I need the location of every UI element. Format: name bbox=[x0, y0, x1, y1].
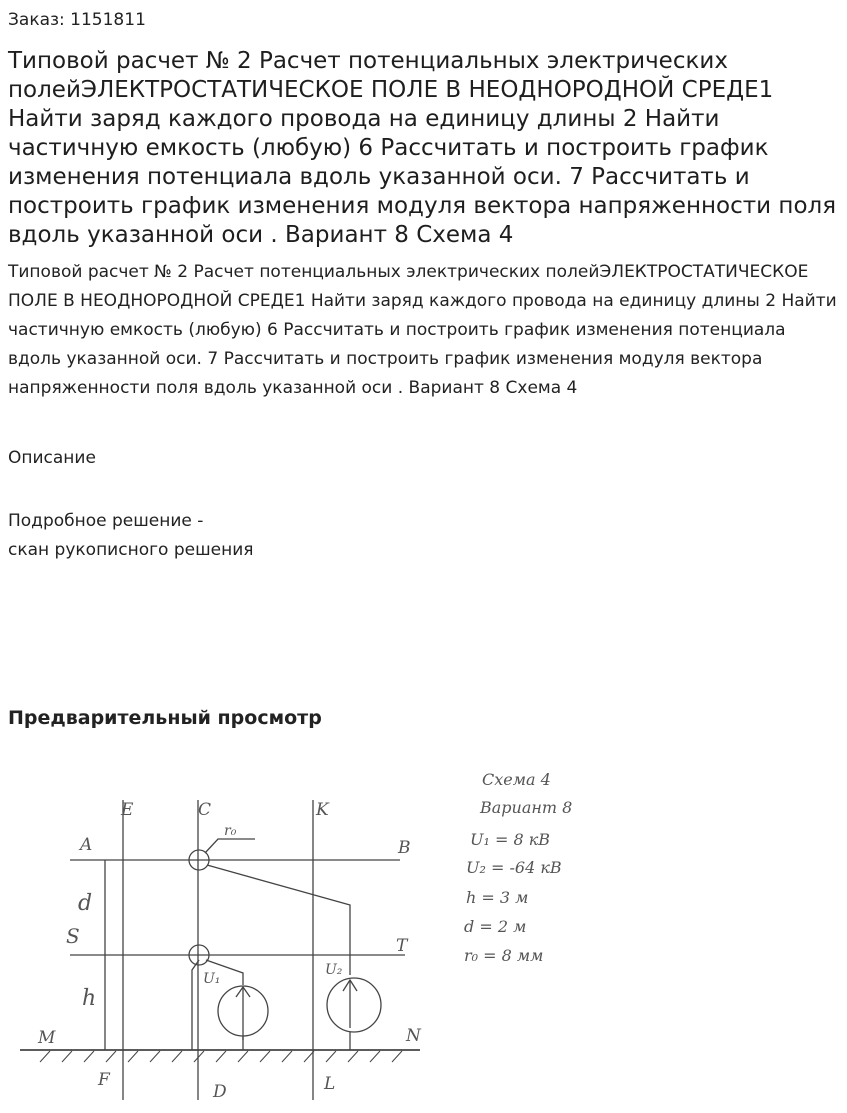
lead-u2 bbox=[207, 865, 350, 975]
label-k: K bbox=[316, 800, 329, 820]
solution-line-2: скан рукописного решения bbox=[8, 540, 254, 560]
r0-leader bbox=[205, 839, 255, 853]
label-e: E bbox=[121, 800, 134, 820]
param-u2: U₂ = -64 кВ bbox=[466, 858, 562, 877]
label-b: B bbox=[398, 838, 411, 858]
solution-line-1: Подробное решение - bbox=[8, 511, 204, 531]
label-s: S bbox=[66, 924, 80, 948]
param-h: h = 3 м bbox=[466, 888, 529, 907]
param-variant: Вариант 8 bbox=[480, 798, 573, 817]
label-t: T bbox=[396, 936, 408, 956]
label-h: h bbox=[82, 986, 97, 1011]
handwritten-scan-preview bbox=[0, 755, 847, 1113]
label-u1: U₁ bbox=[203, 971, 221, 987]
label-u2: U₂ bbox=[325, 962, 343, 978]
label-d-point: D bbox=[213, 1082, 227, 1102]
label-m: M bbox=[38, 1028, 56, 1048]
page-title: Типовой расчет № 2 Расчет потенциальных электрических полейЭЛЕКТРОСТАТИЧЕСКОЕ ПОЛЕ В НЕОДНОРОДНОЙ СРЕДЕ1 Найти заряд каждого провода на единицу длины 2 Найти частичную емкость (любую) 6 Рассчитать и построить график изменения потенциала вдоль указанной оси. 7 Рассчитать и построить график изменения модуля вектора напряженности поля вдоль указанной оси . Вариант 8 Схема 4 bbox=[8, 48, 837, 248]
label-r0: r₀ bbox=[224, 823, 237, 839]
task-description: Типовой расчет № 2 Расчет потенциальных электрических полейЭЛЕКТРОСТАТИЧЕСКОЕ ПОЛЕ В НЕОДНОРОДНОЙ СРЕДЕ1 Найти заряд каждого провода на единицу длины 2 Найти частичную емкость (любую) 6 Рассчитать и построить график изменения потенциала вдоль указанной оси. 7 Рассчитать и построить график изменения модуля вектора напряженности поля вдоль указанной оси . Вариант 8 Схема 4 bbox=[8, 262, 837, 398]
label-n: N bbox=[406, 1026, 421, 1046]
param-d: d = 2 м bbox=[464, 917, 527, 936]
label-d: d bbox=[78, 891, 93, 916]
param-scheme: Схема 4 bbox=[482, 770, 551, 789]
solution-note bbox=[8, 507, 254, 565]
param-u1: U₁ = 8 кВ bbox=[470, 830, 551, 849]
order-number: Заказ: 1151811 bbox=[8, 10, 146, 30]
label-a: A bbox=[80, 835, 93, 855]
param-r0: r₀ = 8 мм bbox=[464, 946, 544, 965]
description-label: Описание bbox=[8, 448, 96, 468]
label-l: L bbox=[324, 1074, 336, 1094]
preview-heading: Предварительный просмотр bbox=[8, 707, 322, 729]
label-c: C bbox=[198, 800, 212, 820]
label-f: F bbox=[98, 1070, 110, 1090]
